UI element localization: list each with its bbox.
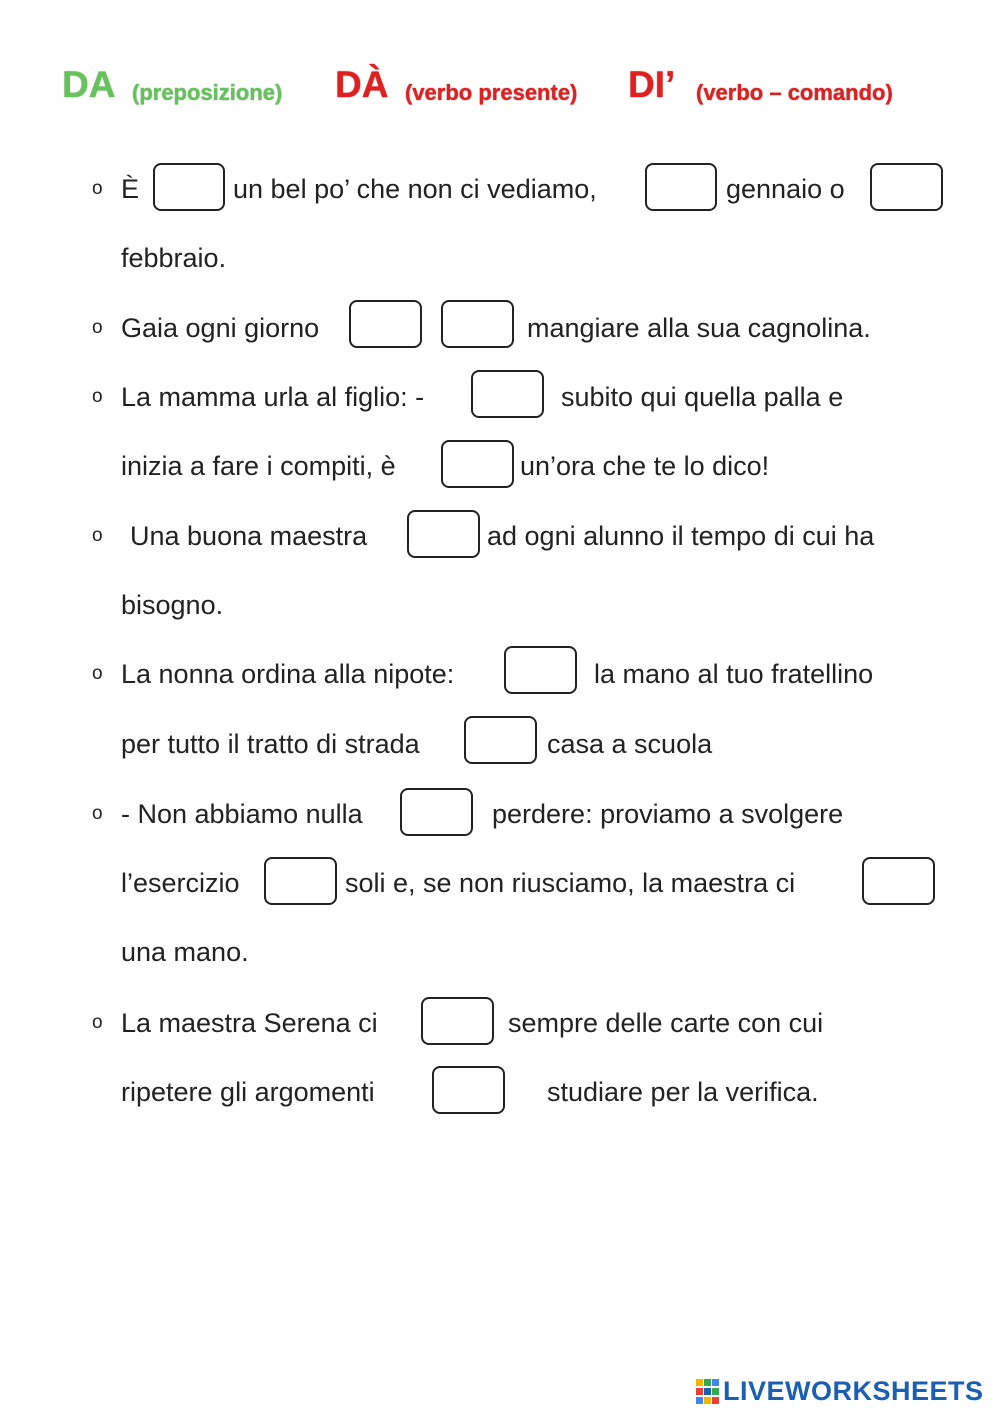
answer-box-11[interactable] [400, 788, 473, 836]
sentence-text: studiare per la verifica. [547, 1077, 819, 1107]
sentence-text: ad ogni alunno il tempo di cui ha [487, 521, 875, 551]
sentence-text: La maestra Serena ci [121, 1008, 378, 1038]
answer-box-10[interactable] [464, 716, 537, 764]
liveworksheets-logo-icon [696, 1379, 720, 1405]
sentence-text: casa a scuola [547, 729, 713, 759]
title-di-desc: (verbo – comando) [696, 80, 893, 105]
answer-box-14[interactable] [421, 997, 494, 1045]
bullet-icon: o [92, 317, 103, 338]
sentence-text: per tutto il tratto di strada [121, 729, 420, 759]
title-da: DA [62, 64, 116, 105]
answer-box-3[interactable] [870, 163, 943, 211]
sentence-text: un’ora che te lo dico! [520, 451, 770, 481]
sentence-text: La nonna ordina alla nipote: [121, 659, 455, 689]
answer-box-4[interactable] [349, 300, 422, 348]
answer-box-9[interactable] [504, 646, 577, 694]
answer-box-5[interactable] [441, 300, 514, 348]
answer-box-1[interactable] [153, 163, 225, 211]
bullet-icon: o [92, 178, 103, 199]
bullet-icon: o [92, 386, 103, 407]
answer-box-12[interactable] [264, 857, 337, 905]
answer-box-8[interactable] [407, 510, 480, 558]
title-da-accent: DÀ [335, 64, 389, 105]
answer-box-6[interactable] [471, 370, 544, 418]
sentence-text: gennaio o [726, 174, 845, 204]
sentence-text: Una buona maestra [130, 521, 368, 551]
answer-box-7[interactable] [441, 440, 514, 488]
bullet-icon: o [92, 525, 103, 546]
sentence-text: È [121, 174, 140, 204]
answer-box-2[interactable] [645, 163, 717, 211]
answer-box-13[interactable] [862, 857, 935, 905]
sentence-text: un bel po’ che non ci vediamo, [233, 174, 597, 204]
sentence-text: perdere: proviamo a svolgere [492, 799, 844, 829]
sentence-text: mangiare alla sua cagnolina. [527, 313, 871, 343]
sentence-text: ripetere gli argomenti [121, 1077, 375, 1107]
sentence-text: una mano. [121, 937, 249, 967]
title-di: DI’ [628, 64, 676, 105]
sentence-text: l’esercizio [121, 868, 240, 898]
sentence-text: soli e, se non riusciamo, la maestra ci [345, 868, 796, 898]
title-da-desc: (preposizione) [132, 80, 283, 105]
sentence-text: Gaia ogni giorno [121, 313, 320, 343]
sentence-text: bisogno. [121, 590, 224, 620]
sentence-text: inizia a fare i compiti, è [121, 451, 396, 481]
logo-text: LIVEWORKSHEETS [723, 1376, 984, 1406]
sentence-text: subito qui quella palla e [561, 382, 844, 412]
title-da-accent-desc: (verbo presente) [405, 80, 578, 105]
sentence-text: febbraio. [121, 243, 227, 273]
answer-box-15[interactable] [432, 1066, 505, 1114]
sentence-text: La mamma urla al figlio: - [121, 382, 425, 412]
bullet-icon: o [92, 1012, 103, 1033]
sentence-text: sempre delle carte con cui [508, 1008, 824, 1038]
sentence-text: la mano al tuo fratellino [594, 659, 874, 689]
bullet-icon: o [92, 663, 103, 684]
bullet-icon: o [92, 803, 103, 824]
sentence-text: - Non abbiamo nulla [121, 799, 363, 829]
